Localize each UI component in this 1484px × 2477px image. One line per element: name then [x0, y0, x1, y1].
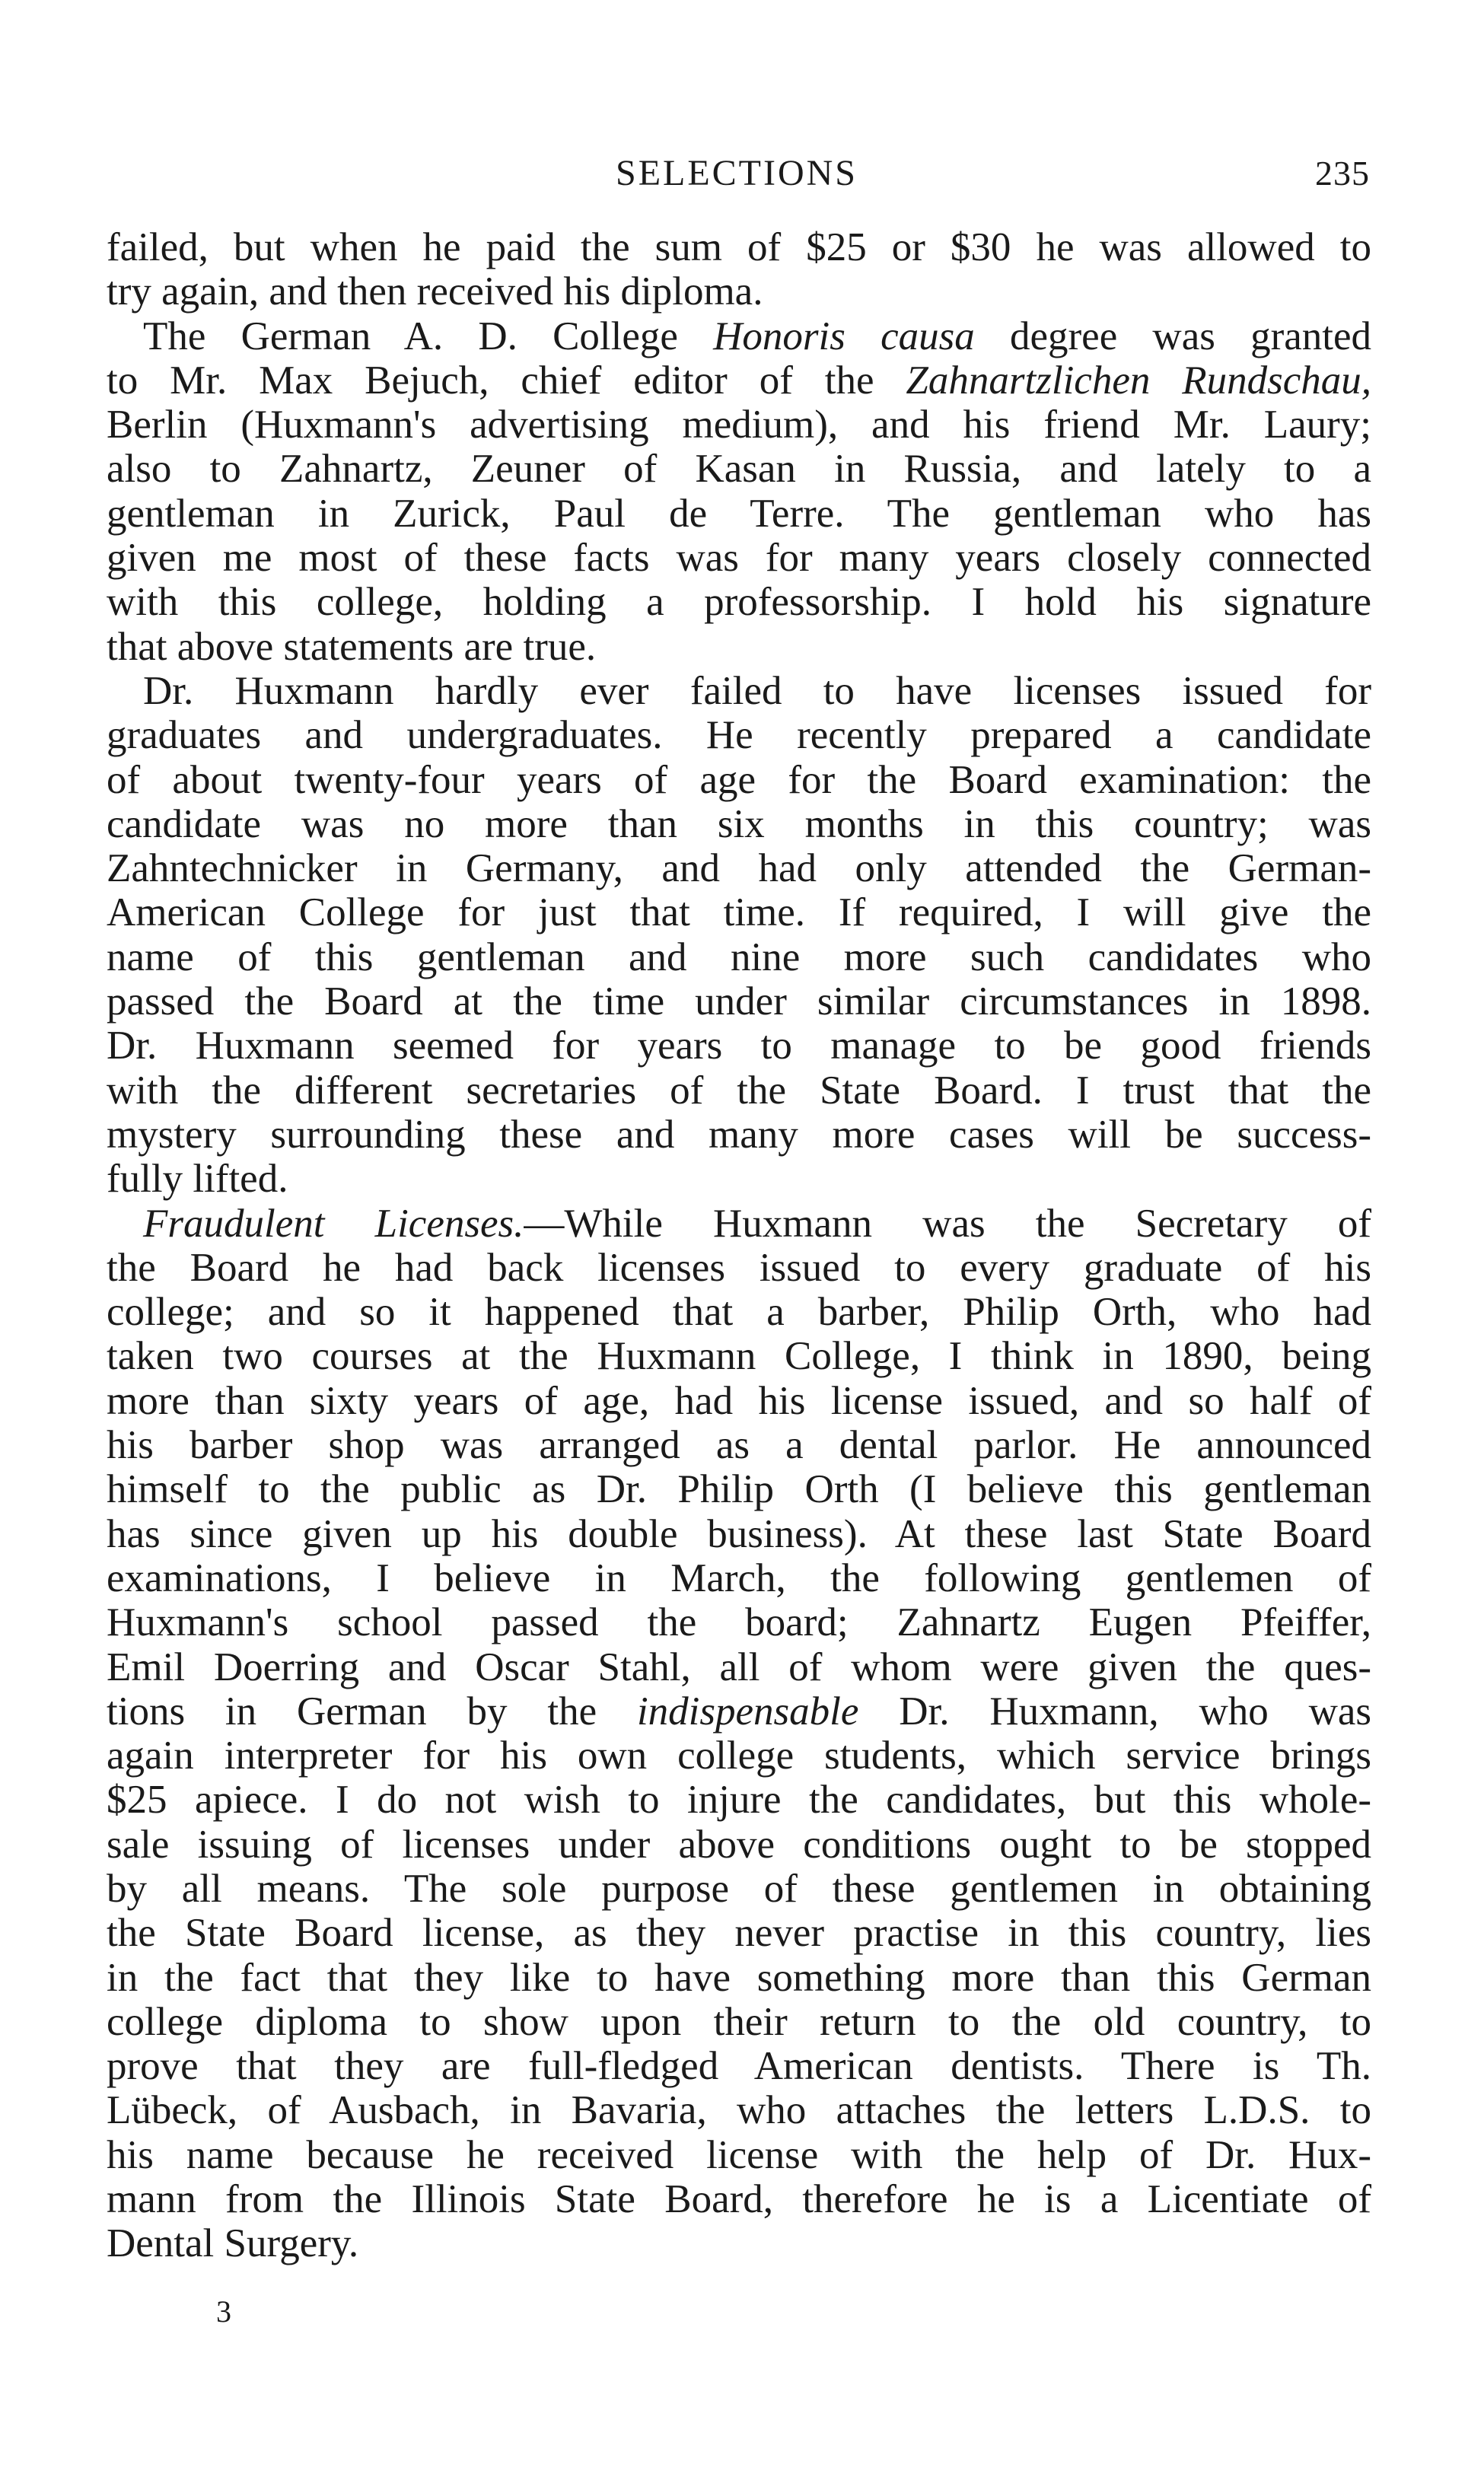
text-line: sale issuing of licenses under above conditions ought to be stopped	[107, 1822, 1371, 1867]
text-line: to Mr. Max Bejuch, chief editor of the Zahnartzlichen Rundschau,	[107, 358, 1372, 403]
text-line: mystery surrounding these and many more cases will be success-	[107, 1112, 1371, 1157]
text-line: prove that they are full-fledged American dentists. There is Th.	[107, 2044, 1371, 2089]
italic-phrase: Fraudulent Licenses.	[143, 1201, 524, 1246]
text-line: the State Board license, as they never practise in this country, lies	[107, 1911, 1371, 1956]
text-line: with this college, holding a professorship. I hold his signature	[107, 580, 1371, 625]
italic-phrase: Honoris causa	[713, 314, 975, 358]
text-line: passed the Board at the time under similar circumstances in 1898.	[107, 979, 1371, 1024]
text-line: Fraudulent Licenses.—While Huxmann was the Secretary of	[143, 1201, 1371, 1246]
text-line: the Board he had back licenses issued to every graduate of his	[107, 1245, 1371, 1290]
text-line: gentleman in Zurick, Paul de Terre. The gentleman who has	[107, 491, 1371, 536]
text-line: tions in German by the indispensable Dr. Huxmann, who was	[107, 1689, 1371, 1734]
running-head	[103, 149, 1370, 198]
text-line: The German A. D. College Honoris causa degree was granted	[143, 314, 1371, 358]
text-line: in the fact that they like to have something more than this German	[107, 1955, 1371, 2000]
signature-mark: 3	[216, 2294, 231, 2329]
text-line: American College for just that time. If required, I will give the	[107, 890, 1371, 935]
text-line: more than sixty years of age, had his license issued, and so half of	[107, 1378, 1371, 1423]
text-line: of about twenty-four years of age for the Board examination: the	[107, 757, 1371, 802]
text-line: examinations, I believe in March, the following gentlemen of	[107, 1555, 1371, 1600]
text-line: taken two courses at the Huxmann College, I think in 1890, being	[107, 1334, 1371, 1379]
text-line: Dr. Huxmann hardly ever failed to have licenses issued for	[143, 668, 1371, 713]
text-line: try again, and then received his diploma.	[107, 269, 763, 314]
text-line: mann from the Illinois State Board, therefore he is a Licentiate of	[107, 2177, 1371, 2222]
text-line: Dr. Huxmann seemed for years to manage to be good friends	[107, 1024, 1371, 1068]
text-line: by all means. The sole purpose of these gentlemen in obtaining	[107, 1866, 1371, 1911]
text-line: graduates and undergraduates. He recently prepared a candidate	[107, 713, 1371, 758]
text-line: himself to the public as Dr. Philip Orth (I believe this gentleman	[107, 1467, 1371, 1512]
text-line: given me most of these facts was for many years closely connected	[107, 536, 1371, 581]
italic-phrase: Zahnartzlichen Rundschau,	[906, 358, 1372, 403]
text-line: Lübeck, of Ausbach, in Bavaria, who attaches the letters L.D.S. to	[107, 2088, 1371, 2133]
page-number: 235	[1315, 154, 1370, 193]
text-line: with the different secretaries of the State Board. I trust that the	[107, 1068, 1371, 1113]
text-line: college diploma to show upon their return to the old country, to	[107, 1999, 1371, 2044]
text-line: name of this gentleman and nine more such candidates who	[107, 934, 1371, 979]
running-title: SELECTIONS	[616, 153, 858, 193]
text-line: his barber shop was arranged as a dental parlor. He announced	[107, 1423, 1371, 1468]
text-line: Dental Surgery.	[107, 2221, 359, 2266]
text-line: also to Zahnartz, Zeuner of Kasan in Russia, and lately to a	[107, 447, 1371, 492]
text-line: Huxmann's school passed the board; Zahnartz Eugen Pfeiffer,	[107, 1600, 1371, 1645]
text-line: Zahntechnicker in Germany, and had only attended the German-	[107, 846, 1371, 891]
text-line: his name because he received license with the help of Dr. Hux-	[107, 2132, 1371, 2177]
body-text	[107, 225, 1371, 2266]
text-line: failed, but when he paid the sum of $25 or $30 he was allowed to	[107, 225, 1371, 269]
text-line: $25 apiece. I do not wish to injure the candidates, but this whole-	[107, 1778, 1371, 1823]
text-line: Berlin (Huxmann's advertising medium), and his friend Mr. Laury;	[107, 403, 1371, 447]
text-line: Emil Doerring and Oscar Stahl, all of whom were given the ques-	[107, 1644, 1371, 1689]
text-line: candidate was no more than six months in this country; was	[107, 801, 1371, 846]
text-line: again interpreter for his own college students, which service brings	[107, 1734, 1371, 1778]
text-line: fully lifted.	[107, 1157, 288, 1202]
text-line: has since given up his double business). At these last State Board	[107, 1511, 1371, 1556]
italic-phrase: indispensable	[636, 1689, 859, 1734]
text-line: that above statements are true.	[107, 624, 597, 669]
text-line: college; and so it happened that a barber, Philip Orth, who had	[107, 1290, 1371, 1335]
